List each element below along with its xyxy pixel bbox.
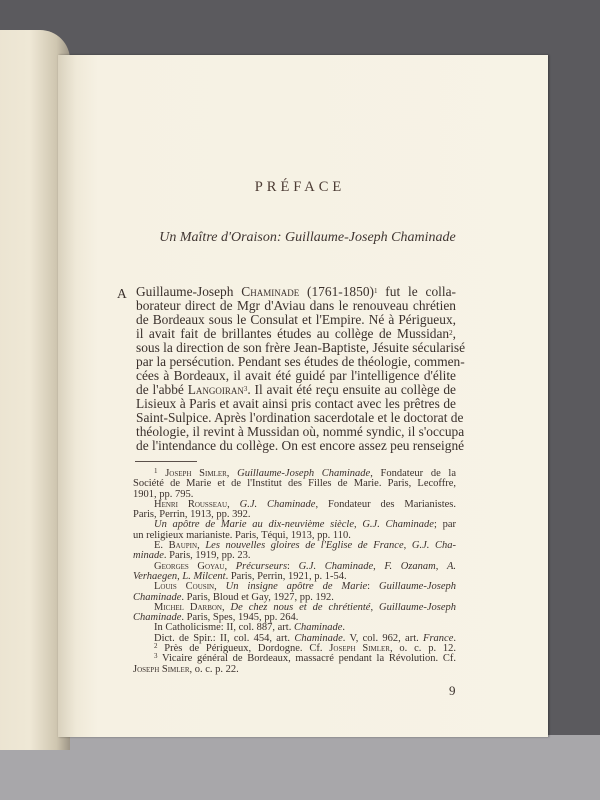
text-span: . Paris, Spes, 1945, pp. 264. <box>181 612 299 624</box>
text-span: , <box>226 468 238 479</box>
text-span: . Il avait été reçu ensuite au collège de <box>247 382 456 397</box>
text-span: Précurseurs <box>235 560 288 572</box>
text-span: , <box>227 498 240 510</box>
text-span: Michel Darbon <box>154 601 222 613</box>
text-span: par la persécution. Pendant ses études de théologie, commen- <box>136 354 465 369</box>
text-span: Verhaegen <box>133 570 178 582</box>
initial-letter: A <box>117 286 127 301</box>
body-line <box>136 313 456 327</box>
text-span: A. <box>446 560 456 572</box>
body-line <box>136 397 456 411</box>
page-title: PRÉFACE <box>254 179 346 195</box>
text-span: Près de Périgueux, Dordogne. Cf. <box>157 643 330 655</box>
text-span: , o. c. p. 22. <box>189 663 239 675</box>
body-text <box>136 284 466 453</box>
body-line <box>136 410 464 425</box>
footnote-marker: 1 <box>154 467 158 475</box>
text-span: G.J. Chaminade <box>298 560 374 572</box>
text-span: Un apôtre de Marie au dix-neuvième siècle <box>154 519 355 531</box>
text-span: Henri Rousseau <box>154 498 228 510</box>
chapter-subtitle: Un Maître d'Oraison: Guillaume-Joseph Chaminade <box>159 230 456 245</box>
text-span: , Fondateur de la <box>370 468 457 479</box>
text-span: Vicaire général de Bordeaux, massacré pendant la Révolution. Cf. <box>157 653 456 665</box>
text-span: de l'intendance du collège. On est encore assez peu renseigné <box>136 438 465 453</box>
text-span: , Fondateur des Marianistes. <box>315 498 456 510</box>
text-span: . <box>342 622 346 634</box>
text-span: . Paris, Perrin, 1921, p. 1-54. <box>225 570 347 582</box>
text-span: Société de Marie et de l'Institut des Filles de Marie. Paris, Lecoffre, <box>133 478 456 490</box>
text-span: , <box>214 581 226 593</box>
text-span: Dict. de Spir.: II, col. 454, art. <box>154 632 295 644</box>
body-line <box>136 438 465 453</box>
footnote-marker: 2 <box>154 642 158 651</box>
text-span: , <box>177 570 183 582</box>
text-span: Louis Cousin <box>154 581 215 593</box>
page-number: 9 <box>449 683 456 698</box>
text-span: fut le colla- <box>377 284 456 299</box>
text-span: , <box>221 601 231 613</box>
text-span: borateur direct de Mgr d'Aviau dans le renouveau chrétien <box>136 298 456 313</box>
text-span: : <box>367 581 379 593</box>
text-span: , <box>354 519 363 531</box>
body-line <box>136 340 466 355</box>
text-span: : <box>287 560 299 572</box>
text-span: Un insigne apôtre de Marie <box>225 581 368 593</box>
body-line <box>136 285 456 299</box>
text-span: F. Ozanam <box>384 560 436 572</box>
text-span: Saint-Sulpice. Après l'ordination sacerdotale et le doctorat de <box>136 410 464 425</box>
text-span: ; par <box>433 519 456 531</box>
footnote-marker: 3 <box>154 652 158 661</box>
text-span: Lisieux à Paris et avait ainsi pris contact avec les prêtres de <box>136 396 456 411</box>
text-span: Paris, Perrin, 1913, pp. 392. <box>133 509 251 521</box>
footnote-line <box>133 665 456 675</box>
text-span: , <box>197 540 206 552</box>
text-span: Chaminade <box>241 284 300 299</box>
table-surface <box>0 735 600 800</box>
text-span: Guillaume-Joseph <box>379 581 456 593</box>
text-span: , <box>370 601 380 613</box>
text-span: , <box>403 540 412 552</box>
text-span: Chaminade <box>133 591 182 603</box>
text-span: 1901, pp. 795. <box>133 488 194 500</box>
text-span: il avait fait de brillantes études au collège de Mussidan <box>136 326 450 341</box>
text-span: In Catholicisme: II, col. 887, art. <box>154 622 294 634</box>
text-span: Chaminade <box>294 632 343 644</box>
text-span: . V, col. 962, art. <box>342 632 424 644</box>
text-span: G.J. Chaminade <box>239 498 316 510</box>
text-span: , o. c. p. 12. <box>389 643 457 655</box>
text-span: Chaminade <box>293 622 343 634</box>
text-span: cées à Bordeaux, il avait été guidé par l'intelligence d'élite <box>136 368 456 383</box>
text-span: Joseph Simler <box>133 663 190 675</box>
text-span: minade <box>133 550 164 562</box>
text-span: sous la direction de son frère Jean-Baptiste, Jésuite sécularisé <box>136 340 466 355</box>
text-span: de l'abbé <box>136 382 188 397</box>
text-span: Chaminade <box>133 612 182 624</box>
text-span: G.J. Cha- <box>411 540 456 552</box>
text-span: de Bordeaux sous le Consulat et l'Empire. Né à Périgueux, <box>136 312 456 327</box>
footnote-marker: 3 <box>243 385 248 393</box>
text-span: G.J. Chaminade <box>362 519 434 531</box>
text-span: Guillaume-Joseph Chaminade <box>237 468 371 479</box>
text-span: théologie, il revint à Mussidan où, nommé syndic, il s'occupa <box>136 424 465 439</box>
text-span: . Paris, 1919, pp. 23. <box>163 550 251 562</box>
text-span: Les nouvelles gloires de l'Eglise de France <box>205 540 404 552</box>
text-span: Guillaume-Joseph <box>379 601 457 613</box>
text-span: un religieux marianiste. Paris, Téqui, 1913, pp. 110. <box>133 529 351 541</box>
text-span: , <box>373 560 385 572</box>
body-line <box>136 369 456 383</box>
text-span: E. Baupin <box>154 540 198 552</box>
text-span: L. Milcent <box>182 570 226 582</box>
text-span: Guillaume-Joseph <box>136 284 242 299</box>
text-span: Georges Goyau <box>154 560 225 572</box>
text-span: , <box>435 560 447 572</box>
text-span: , <box>452 326 456 341</box>
footnotes <box>133 469 456 675</box>
text-span: France <box>423 632 454 644</box>
text-span: Joseph Simler <box>329 643 390 655</box>
body-line <box>136 299 456 313</box>
footnote-marker: 1 <box>373 287 378 295</box>
text-span: (1761-1850) <box>299 284 374 299</box>
body-line <box>136 383 456 397</box>
footnote-divider <box>135 461 197 462</box>
text-span: . Paris, Bloud et Gay, 1927, pp. 192. <box>181 591 334 603</box>
text-span: , <box>224 560 236 572</box>
text-span: Langoiran <box>187 382 244 397</box>
body-line <box>136 354 465 369</box>
text-span: De chez nous et de chrétienté <box>230 601 371 613</box>
body-line <box>136 327 456 341</box>
text-span: . <box>453 632 456 644</box>
body-line <box>136 424 465 439</box>
text-span: Joseph Simler <box>165 468 227 479</box>
footnote-marker: 2 <box>449 329 453 337</box>
